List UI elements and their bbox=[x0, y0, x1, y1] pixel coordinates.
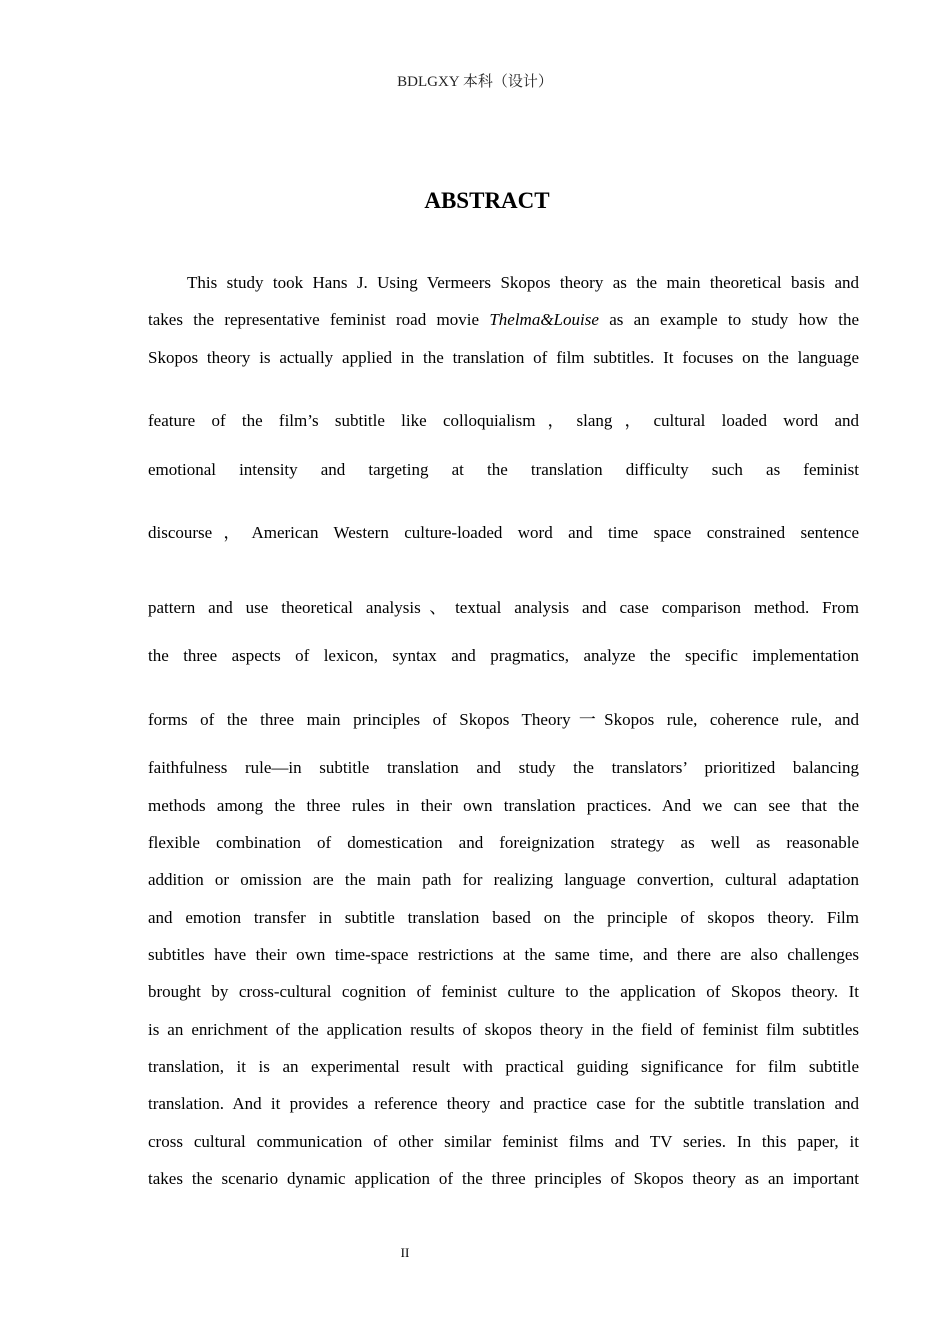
abstract-line: discourse，American Western culture-loaded word and time space constrained sentence bbox=[148, 523, 859, 542]
abstract-line: and emotion transfer in subtitle translation based on the principle of skopos theory. Film bbox=[148, 908, 859, 927]
abstract-line: subtitles have their own time-space restrictions at the same time, and there are also challenges bbox=[148, 945, 859, 964]
page-title: ABSTRACT bbox=[424, 188, 550, 213]
abstract-line: forms of the three main principles of Skopos Theory一Skopos rule, coherence rule, and bbox=[148, 710, 859, 729]
abstract-line: takes the scenario dynamic application of the three principles of Skopos theory as an important bbox=[148, 1169, 859, 1188]
abstract-line: addition or omission are the main path for realizing language convertion, cultural adaptation bbox=[148, 870, 859, 889]
abstract-line: This study took Hans J. Using Vermeers Skopos theory as the main theoretical basis and bbox=[187, 273, 859, 292]
abstract-line: emotional intensity and targeting at the translation difficulty such as feminist bbox=[148, 460, 859, 479]
line-text: as an example to study how the bbox=[598, 310, 859, 329]
abstract-line: is an enrichment of the application results of skopos theory in the field of feminist film subtitles bbox=[148, 1020, 859, 1039]
abstract-line: cross cultural communication of other similar feminist films and TV series. In this paper, it bbox=[148, 1132, 859, 1151]
abstract-line: pattern and use theoretical analysis、textual analysis and case comparison method. From bbox=[148, 598, 859, 617]
abstract-line: feature of the film’s subtitle like colloquialism，slang，cultural loaded word and bbox=[148, 411, 859, 430]
abstract-line: brought by cross-cultural cognition of feminist culture to the application of Skopos theory. It bbox=[148, 982, 859, 1001]
abstract-line: flexible combination of domestication and foreignization strategy as well as reasonable bbox=[148, 833, 859, 852]
running-header: BDLGXY 本科（设计） bbox=[397, 74, 553, 90]
abstract-line: methods among the three rules in their own translation practices. And we can see that the bbox=[148, 796, 859, 815]
abstract-line bbox=[148, 309, 859, 331]
abstract-line: translation. And it provides a reference theory and practice case for the subtitle translation and bbox=[148, 1094, 859, 1113]
abstract-line: faithfulness rule—in subtitle translation and study the translators’ prioritized balancing bbox=[148, 758, 859, 777]
abstract-line: Skopos theory is actually applied in the translation of film subtitles. It focuses on the language bbox=[148, 348, 859, 367]
movie-title: Thelma&Louise bbox=[489, 310, 599, 329]
line-text: takes the representative feminist road movie bbox=[148, 310, 490, 329]
page-number: II bbox=[400, 1245, 410, 1260]
abstract-line: translation, it is an experimental result with practical guiding significance for film subtitle bbox=[148, 1057, 859, 1076]
abstract-line: the three aspects of lexicon, syntax and pragmatics, analyze the specific implementation bbox=[148, 646, 859, 665]
